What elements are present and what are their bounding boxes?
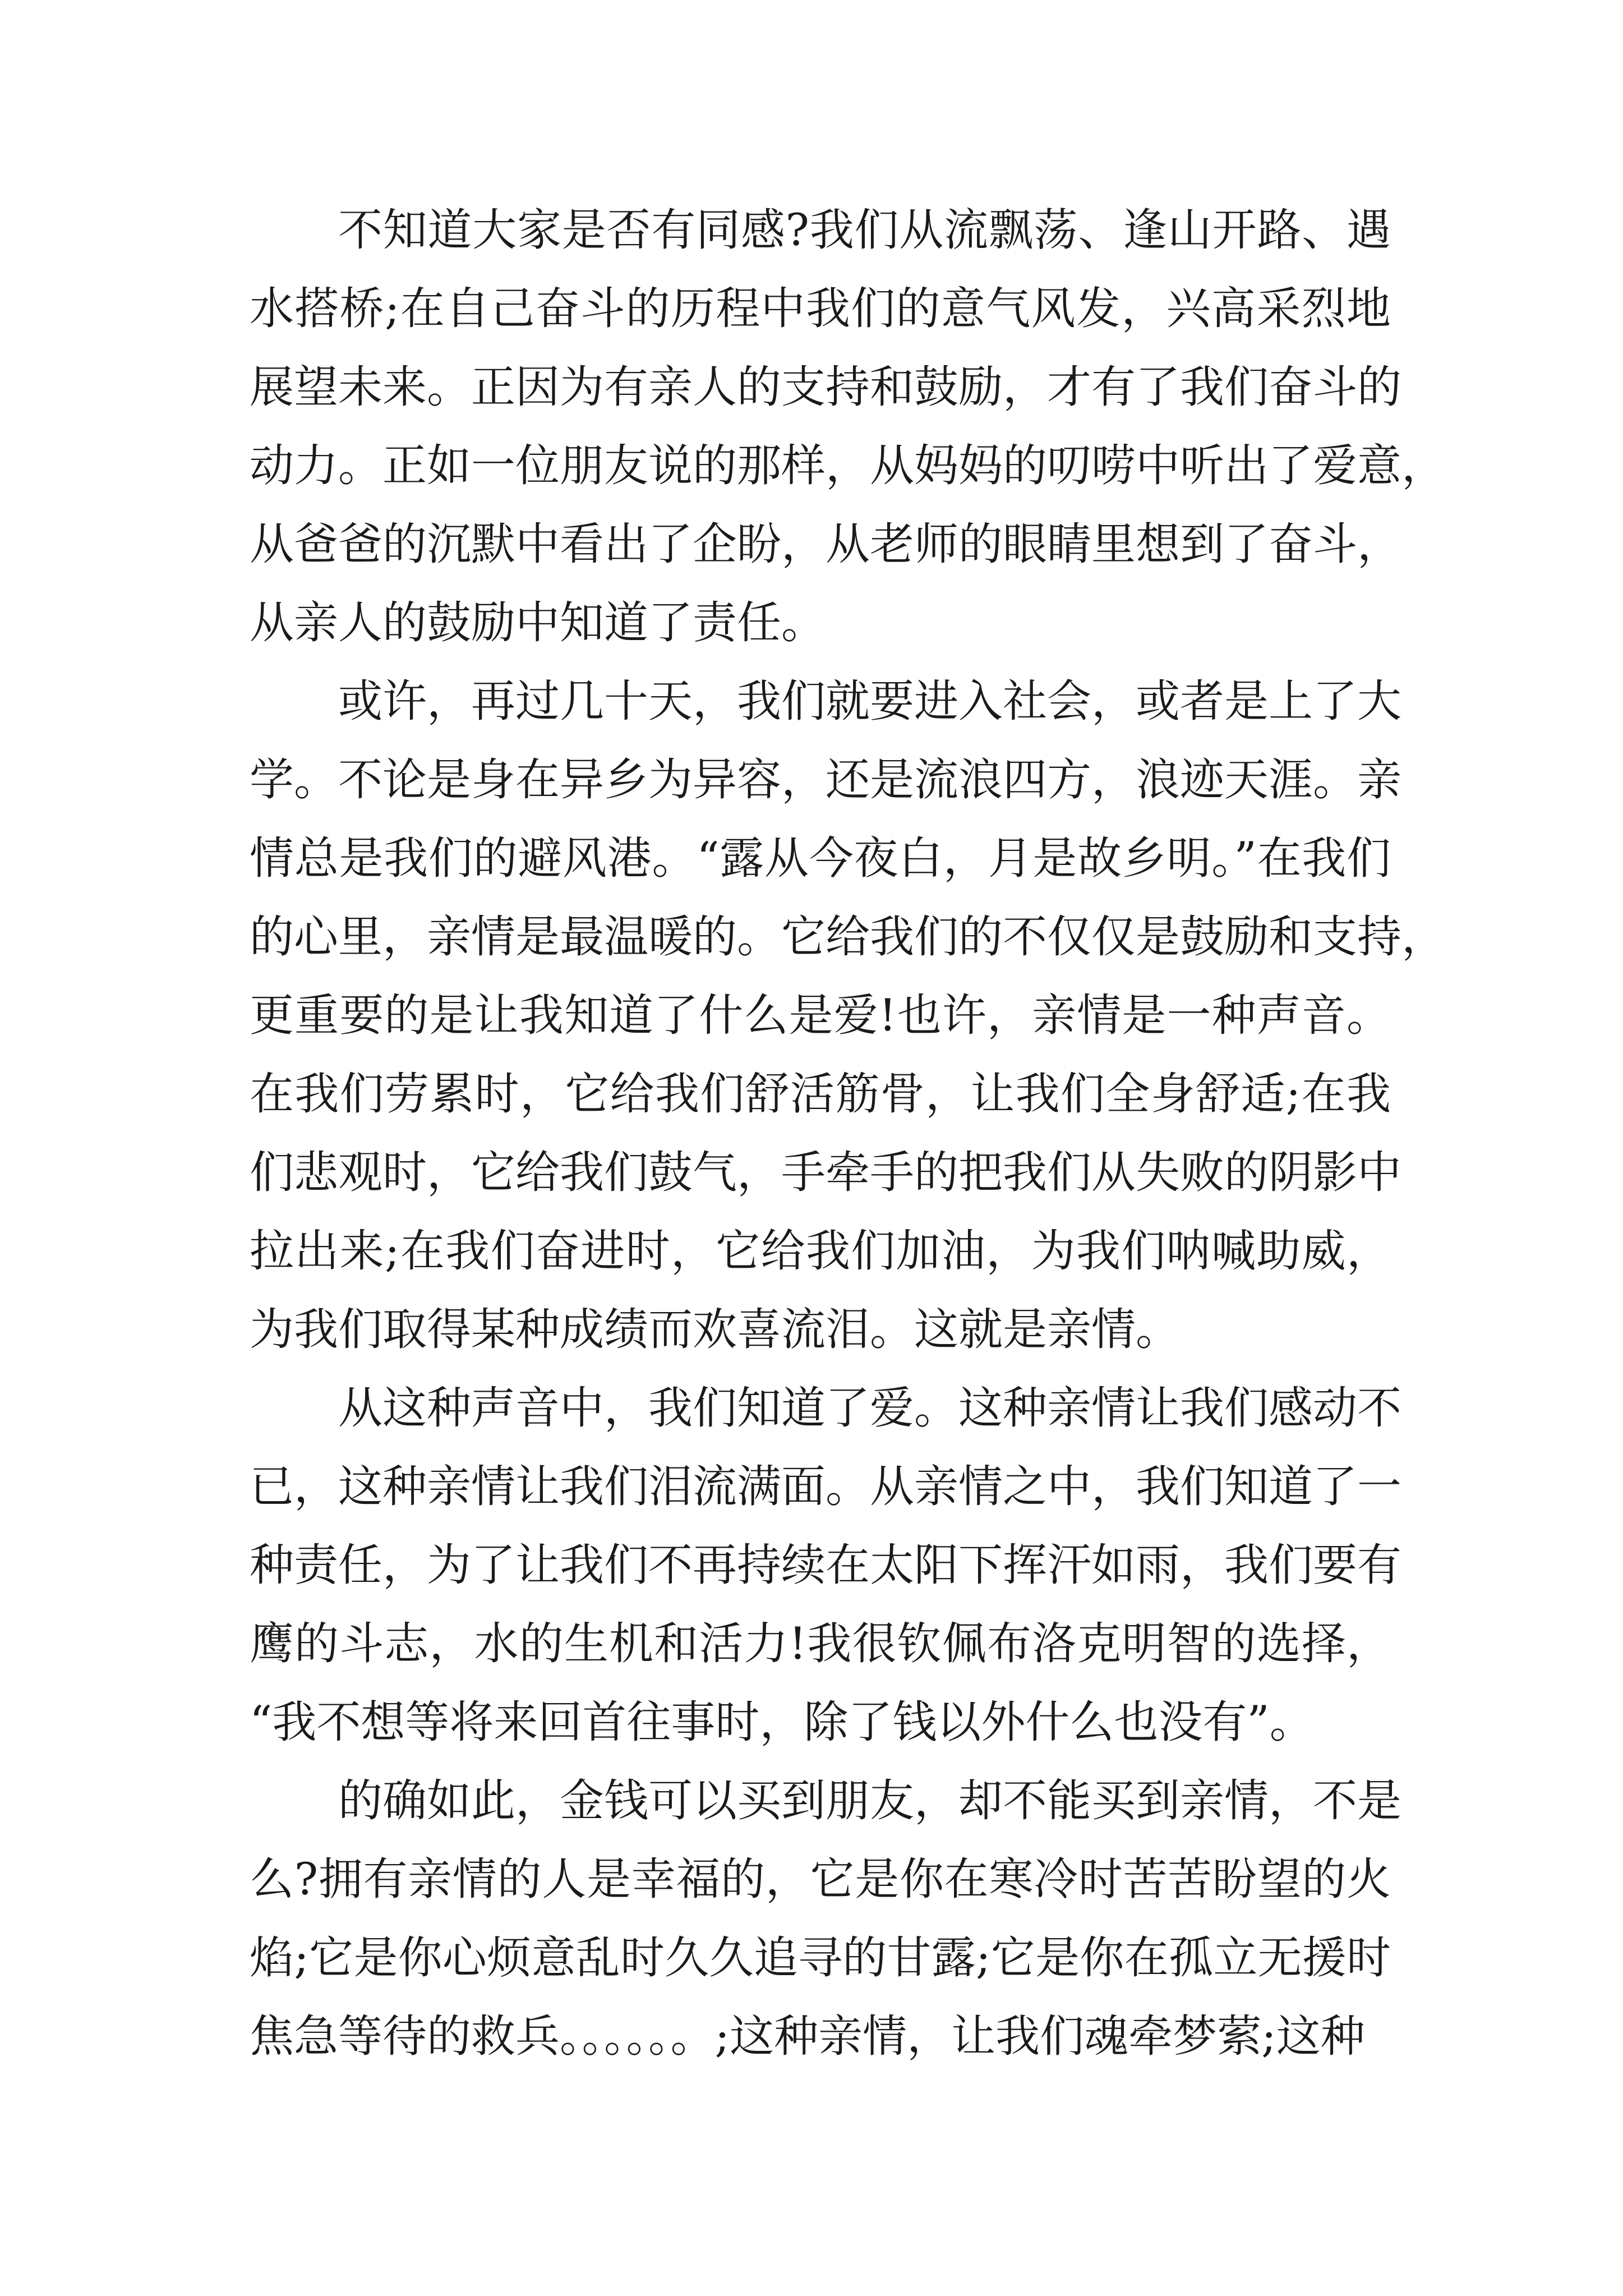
text-line: 种责任，为了让我们不再持续在太阳下挥汗如雨，我们要有 [250, 1539, 1401, 1591]
text-line: 从这种声音中，我们知道了爱。这种亲情让我们感动不 [338, 1382, 1401, 1434]
text-line: 学。不论是身在异乡为异容，还是流浪四方，浪迹天涯。亲 [250, 754, 1401, 806]
text-line: 展望未来。正因为有亲人的支持和鼓励，才有了我们奋斗的 [250, 361, 1401, 413]
text-line: 水搭桥;在自己奋斗的历程中我们的意气风发，兴高采烈地 [250, 283, 1391, 334]
document-body [250, 191, 1446, 2076]
paragraph-1 [250, 191, 1446, 662]
text-line: 焰;它是你心烦意乱时久久追寻的甘露;它是你在孤立无援时 [250, 1932, 1391, 1984]
text-line: 情总是我们的避风港。“露从今夜白，月是故乡明。”在我们 [250, 832, 1391, 884]
text-line: 们悲观时，它给我们鼓气，手牵手的把我们从失败的阴影中 [250, 1147, 1401, 1198]
text-line: 的心里，亲情是最温暖的。它给我们的不仅仅是鼓励和支持， [250, 911, 1446, 963]
paragraph-3 [250, 1369, 1401, 1761]
paragraph-4 [250, 1761, 1401, 2076]
text-line: 动力。正如一位朋友说的那样，从妈妈的叨唠中听出了爱意， [250, 440, 1446, 491]
text-line: 么?拥有亲情的人是幸福的，它是你在寒冷时苦苦盼望的火 [250, 1853, 1391, 1905]
text-line: 在我们劳累时，它给我们舒活筋骨，让我们全身舒适;在我 [250, 1068, 1391, 1120]
text-line: 已，这种亲情让我们泪流满面。从亲情之中，我们知道了一 [250, 1461, 1401, 1512]
text-line: 鹰的斗志，水的生机和活力!我很钦佩布洛克明智的选择， [250, 1618, 1391, 1669]
text-line: 拉出来;在我们奋进时，它给我们加油，为我们呐喊助威， [250, 1225, 1391, 1277]
text-line: 或许，再过几十天，我们就要进入社会，或者是上了大 [338, 675, 1401, 727]
text-line: “我不想等将来回首往事时，除了钱以外什么也没有”。 [250, 1696, 1314, 1748]
paragraph-2 [250, 662, 1446, 1369]
text-line: 从爸爸的沉默中看出了企盼，从老师的眼睛里想到了奋斗， [250, 518, 1401, 570]
text-line: 焦急等待的救兵。。。。。。;这种亲情，让我们魂牵梦萦;这种 [250, 2010, 1365, 2062]
text-line: 不知道大家是否有同感?我们从流飘荡、逢山开路、遇 [338, 204, 1391, 256]
text-line: 从亲人的鼓励中知道了责任。 [250, 597, 826, 648]
text-line: 为我们取得某种成绩而欢喜流泪。这就是亲情。 [250, 1304, 1180, 1355]
text-line: 的确如此，金钱可以买到朋友，却不能买到亲情，不是 [338, 1775, 1401, 1826]
text-line: 更重要的是让我知道了什么是爱!也许，亲情是一种声音。 [250, 990, 1391, 1041]
